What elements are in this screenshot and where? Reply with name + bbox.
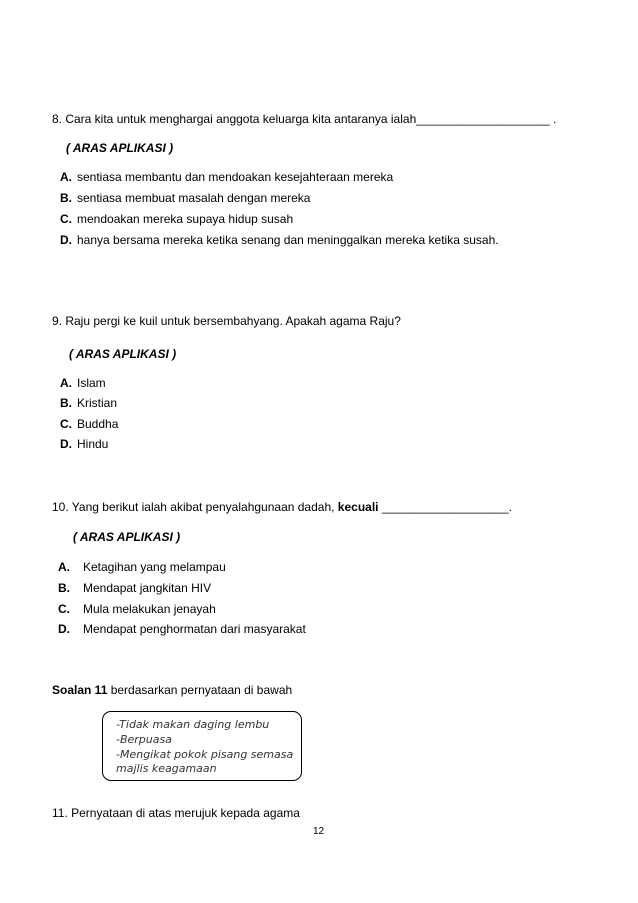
q9-option-d[interactable] — [60, 437, 108, 451]
q11-intro — [52, 683, 292, 697]
statement-line: -Tidak makan daging lembu — [116, 718, 270, 731]
q9-option-a[interactable] — [60, 376, 106, 390]
option-letter: B. — [58, 581, 70, 595]
option-letter: D. — [58, 622, 70, 636]
option-letter: C. — [58, 602, 70, 616]
q9-option-c[interactable] — [60, 417, 118, 431]
option-letter: A. — [58, 560, 70, 574]
q10-option-a[interactable] — [58, 560, 226, 574]
option-letter: B. — [60, 191, 72, 205]
q11-intro-text: berdasarkan pernyataan di bawah — [107, 683, 293, 697]
statement-line: -Mengikat pokok pisang semasa — [116, 748, 294, 761]
q10-blank: ___________________. — [378, 500, 512, 514]
q10-option-d[interactable] — [58, 622, 306, 636]
q9-option-b[interactable] — [60, 396, 117, 410]
q9-question: 9. Raju pergi ke kuil untuk bersembahyang. Apakah agama Raju? — [52, 314, 401, 328]
q11-question: 11. Pernyataan di atas merujuk kepada agama — [52, 806, 300, 820]
option-text: sentiasa membantu dan mendoakan kesejahteraan mereka — [77, 170, 394, 184]
option-text: Kristian — [77, 396, 118, 410]
q10-question — [52, 500, 512, 514]
option-text: Hindu — [77, 437, 109, 451]
option-letter: A. — [60, 170, 72, 184]
q10-question-text: 10. Yang berikut ialah akibat penyalahgunaan dadah, — [52, 500, 338, 514]
option-text: Mendapat jangkitan HIV — [83, 581, 212, 595]
option-text: Buddha — [77, 417, 119, 431]
q8-option-d[interactable] — [60, 233, 499, 247]
option-text: Islam — [77, 376, 106, 390]
q10-option-b[interactable] — [58, 581, 211, 595]
option-text: hanya bersama mereka ketika senang dan meninggalkan mereka ketika susah. — [77, 233, 499, 247]
q8-level-label: ( ARAS APLIKASI ) — [66, 141, 174, 155]
q11-intro-label: Soalan 11 — [52, 683, 108, 697]
option-letter: D. — [60, 233, 72, 247]
statement-line: majlis keagamaan — [116, 762, 217, 775]
q10-keyword: kecuali — [337, 500, 379, 514]
option-text: mendoakan mereka supaya hidup susah — [77, 212, 294, 226]
q8-option-b[interactable] — [60, 191, 310, 205]
option-letter: B. — [60, 396, 72, 410]
page-number: 12 — [313, 826, 325, 837]
option-letter: C. — [60, 417, 72, 431]
q8-option-a[interactable] — [60, 170, 393, 184]
option-text: Mendapat penghormatan dari masyarakat — [83, 622, 306, 636]
option-letter: A. — [60, 376, 72, 390]
q10-level-label: ( ARAS APLIKASI ) — [73, 530, 181, 544]
q9-level-label: ( ARAS APLIKASI ) — [69, 347, 177, 361]
option-letter: C. — [60, 212, 72, 226]
option-letter: D. — [60, 437, 72, 451]
q10-option-c[interactable] — [58, 602, 216, 616]
statement-line: -Berpuasa — [116, 733, 172, 746]
option-text: sentiasa membuat masalah dengan mereka — [77, 191, 311, 205]
option-text: Ketagihan yang melampau — [83, 560, 226, 574]
option-text: Mula melakukan jenayah — [83, 602, 216, 616]
q8-option-c[interactable] — [60, 212, 293, 226]
q8-question: 8. Cara kita untuk menghargai anggota keluarga kita antaranya ialah____________________ . — [52, 112, 557, 126]
